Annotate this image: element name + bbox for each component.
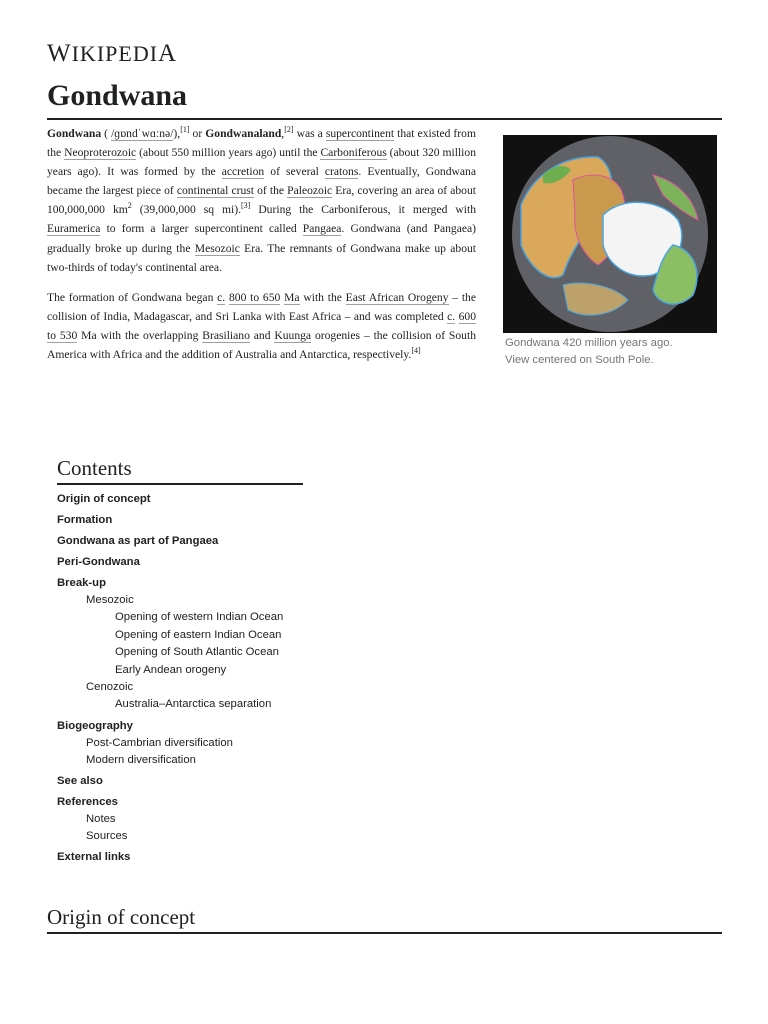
text-run: ( [101,127,112,140]
figure-caption [503,335,717,369]
inline-link[interactable]: Paleozoic [287,184,333,198]
text-run: and [249,328,275,342]
citation-ref[interactable]: 2 [127,201,132,211]
toc-item[interactable]: References [57,795,118,808]
text-run: (39,000,000 sq mi). [131,203,242,217]
toc-item[interactable]: Post-Cambrian diversification [86,736,233,749]
inline-link[interactable]: Neoproterozoic [64,146,137,160]
text-run: During the Carboniferous, it merged with [250,203,476,217]
citation-ref[interactable]: [1] [180,125,190,135]
inline-link[interactable]: Carboniferous [320,146,387,160]
toc-item[interactable]: Sources [86,829,128,842]
inline-link[interactable]: 800 to 650 [228,290,281,304]
toc-item[interactable]: Gondwana as part of Pangaea [57,535,219,547]
text-run: Ma with the overlapping [77,328,203,342]
infobox-figure [503,135,717,369]
inline-link[interactable]: Euramerica [47,222,101,236]
bold-term: Gondwanaland [205,127,282,140]
intro-paragraph-2 [47,288,476,364]
inline-link[interactable]: c. [447,309,456,323]
toc-title: Contents [57,456,303,485]
text-run: ), [173,127,181,140]
toc-item[interactable]: Australia–Antarctica separation [115,698,272,710]
toc-item[interactable]: Peri-Gondwana [57,556,140,568]
text-run: – the collision of India, Madagascar, and Sri Lanka with East Africa – and was completed [47,290,476,323]
caption-line-2: View centered on South Pole. [505,354,654,366]
inline-link[interactable]: Brasiliano [202,328,250,342]
text-run: or [189,127,206,140]
inline-link[interactable]: 600 to 530 [47,309,476,342]
text-run: (about 550 million years ago) until the [136,146,321,160]
wordmark-letter-w: W [47,40,72,67]
toc-item[interactable]: Cenozoic [86,681,134,693]
text-run: Era. The remnants of Gondwana make up about two-thirds of today's continental area. [47,241,477,274]
text-run: . Gondwana (and Pangaea) gradually broke up during the [47,222,477,255]
inline-link[interactable]: cratons [324,165,359,179]
citation-ref[interactable]: [3] [241,201,251,211]
toc-item[interactable]: Early Andean orogeny [115,663,227,676]
inline-link[interactable]: continental crust [176,184,255,198]
toc-item[interactable]: Notes [86,812,116,825]
inline-link[interactable]: Ma [284,290,300,304]
inline-link[interactable]: Pangaea [302,222,342,236]
section-heading-origin-of-concept: Origin of concept [47,903,722,934]
caption-line-1: Gondwana 420 million years ago. [505,337,673,349]
inline-link[interactable]: Kuunga [274,328,312,342]
toc-item[interactable]: External links [57,850,131,863]
toc-item[interactable]: Opening of South Atlantic Ocean [115,646,279,658]
toc-item[interactable]: Modern diversification [86,753,196,766]
toc-item[interactable]: Opening of eastern Indian Ocean [115,628,282,641]
page-title: Gondwana [47,76,722,120]
text-run: . Eventually, Gondwana became the largest piece of [47,165,476,198]
intro-text [47,124,476,375]
gondwana-globe-image[interactable] [503,135,717,333]
text-run: of several [264,165,325,179]
toc-item[interactable]: Opening of western Indian Ocean [115,611,284,623]
toc-item[interactable]: See also [57,774,103,787]
inline-link[interactable]: supercontinent [325,127,395,140]
inline-link[interactable]: c. [217,290,226,304]
text-run: of the [254,184,288,198]
toc-item[interactable]: Origin of concept [57,493,151,505]
toc-item[interactable]: Formation [57,514,113,526]
inline-link[interactable]: accretion [221,165,265,179]
toc-item[interactable]: Mesozoic [86,594,134,606]
inline-link[interactable]: East African Orogeny [345,290,449,304]
intro-paragraph-1 [47,124,476,277]
text-run: orogenies – the collision of South America with Africa and the addition of Australia and Antarctica, respectively. [47,328,476,362]
toc-item[interactable]: Break-up [57,577,106,589]
inline-link[interactable]: /ɡɒndˈwɑːnə/ [111,127,174,140]
text-run: to form a larger supercontinent called [100,222,303,236]
text-run: with the [299,290,346,304]
citation-ref[interactable]: [2] [284,125,294,135]
toc-item[interactable]: Biogeography [57,719,133,732]
wordmark-middle: IKIPEDI [71,41,159,66]
bold-term: Gondwana [47,127,102,140]
text-run: was a [293,127,326,140]
text-run: The formation of Gondwana began [47,290,218,304]
wordmark-letter-a: A [158,40,178,67]
inline-link[interactable]: Mesozoic [194,241,240,255]
wikipedia-wordmark[interactable] [47,40,177,68]
text-run: that existed from the [47,127,476,160]
text-run: Era, covering an area of about 100,000,000 km [47,184,476,217]
table-of-contents [57,456,303,866]
toc-list [57,491,303,866]
text-run: , [281,127,285,140]
citation-ref[interactable]: [4] [411,346,421,356]
text-run: (about 320 million years ago). It was formed by the [47,146,476,179]
